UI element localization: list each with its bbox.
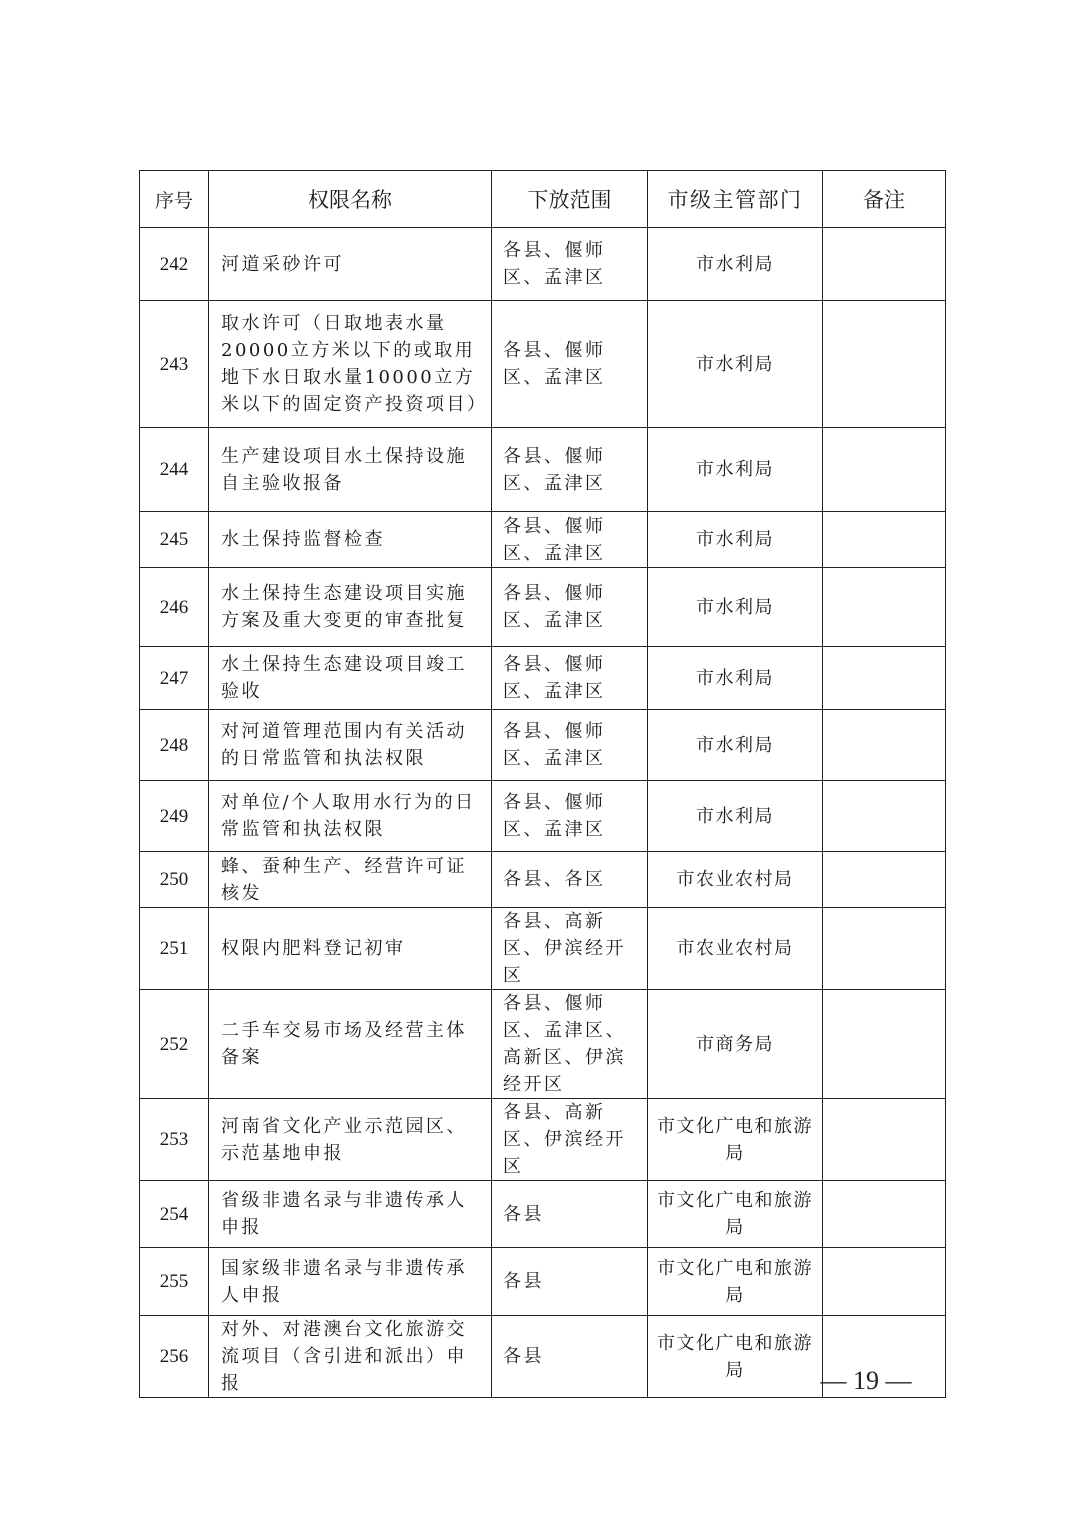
row-scope: 各县 [492,1316,648,1398]
row-name: 省级非遗名录与非遗传承人申报 [209,1181,492,1248]
table-row [140,908,946,990]
row-name: 权限内肥料登记初审 [209,908,492,990]
table-row [140,647,946,710]
row-scope: 各县、偃师区、孟津区、高新区、伊滨经开区 [492,990,648,1099]
row-note [823,228,946,301]
row-scope: 各县、高新区、伊滨经开区 [492,908,648,990]
table-row [140,1181,946,1248]
table-row [140,990,946,1099]
table-row [140,428,946,512]
row-note [823,852,946,908]
row-dept: 市商务局 [648,990,823,1099]
row-dept: 市文化广电和旅游局 [648,1181,823,1248]
row-scope: 各县、偃师区、孟津区 [492,228,648,301]
table-row [140,1099,946,1181]
row-no: 251 [140,908,209,990]
header-note: 备注 [823,171,946,228]
row-scope: 各县、偃师区、孟津区 [492,568,648,647]
row-no: 254 [140,1181,209,1248]
row-name: 水土保持监督检查 [209,512,492,568]
row-scope: 各县、高新区、伊滨经开区 [492,1099,648,1181]
row-scope: 各县、偃师区、孟津区 [492,301,648,428]
row-name: 取水许可（日取地表水量20000立方米以下的或取用地下水日取水量10000立方米以下的固定资产投资项目） [209,301,492,428]
row-scope: 各县、偃师区、孟津区 [492,647,648,710]
table-row [140,1248,946,1316]
row-name: 蜂、蚕种生产、经营许可证核发 [209,852,492,908]
row-dept: 市文化广电和旅游局 [648,1316,823,1398]
row-name: 对河道管理范围内有关活动的日常监管和执法权限 [209,710,492,781]
row-no: 246 [140,568,209,647]
row-name: 河南省文化产业示范园区、示范基地申报 [209,1099,492,1181]
row-no: 253 [140,1099,209,1181]
table-row [140,512,946,568]
row-scope: 各县、偃师区、孟津区 [492,710,648,781]
row-name: 河道采砂许可 [209,228,492,301]
row-note [823,908,946,990]
row-scope: 各县、偃师区、孟津区 [492,781,648,852]
row-scope: 各县、偃师区、孟津区 [492,512,648,568]
row-dept: 市文化广电和旅游局 [648,1099,823,1181]
row-note [823,1181,946,1248]
row-note [823,781,946,852]
row-dept: 市文化广电和旅游局 [648,1248,823,1316]
row-no: 244 [140,428,209,512]
row-dept: 市水利局 [648,647,823,710]
row-name: 生产建设项目水土保持设施自主验收报备 [209,428,492,512]
header-dept: 市级主管部门 [648,171,823,228]
row-dept: 市水利局 [648,301,823,428]
table-row [140,710,946,781]
row-note [823,512,946,568]
row-name: 对单位/个人取用水行为的日常监管和执法权限 [209,781,492,852]
row-no: 252 [140,990,209,1099]
row-note [823,1099,946,1181]
row-scope: 各县、偃师区、孟津区 [492,428,648,512]
row-dept: 市农业农村局 [648,852,823,908]
page-number: — 19 — [820,1366,912,1395]
row-no: 250 [140,852,209,908]
row-no: 249 [140,781,209,852]
table-row [140,301,946,428]
row-note [823,710,946,781]
row-dept: 市水利局 [648,228,823,301]
row-name: 二手车交易市场及经营主体备案 [209,990,492,1099]
row-scope: 各县 [492,1248,648,1316]
row-note [823,568,946,647]
table-row [140,228,946,301]
authority-table [139,170,946,1398]
table-row [140,781,946,852]
row-note [823,428,946,512]
row-scope: 各县、各区 [492,852,648,908]
row-no: 242 [140,228,209,301]
row-dept: 市农业农村局 [648,908,823,990]
row-dept: 市水利局 [648,781,823,852]
header-scope: 下放范围 [492,171,648,228]
row-note [823,1248,946,1316]
row-name: 水土保持生态建设项目实施方案及重大变更的审查批复 [209,568,492,647]
table-row [140,852,946,908]
row-no: 248 [140,710,209,781]
row-note [823,990,946,1099]
row-note [823,647,946,710]
row-dept: 市水利局 [648,568,823,647]
header-no: 序号 [140,171,209,228]
header-name: 权限名称 [209,171,492,228]
row-dept: 市水利局 [648,710,823,781]
row-no: 243 [140,301,209,428]
row-dept: 市水利局 [648,512,823,568]
row-scope: 各县 [492,1181,648,1248]
row-name: 对外、对港澳台文化旅游交流项目（含引进和派出）申报 [209,1316,492,1398]
row-note [823,301,946,428]
row-no: 255 [140,1248,209,1316]
row-name: 国家级非遗名录与非遗传承人申报 [209,1248,492,1316]
row-no: 247 [140,647,209,710]
table-header-row [140,171,946,228]
row-no: 245 [140,512,209,568]
row-dept: 市水利局 [648,428,823,512]
row-no: 256 [140,1316,209,1398]
table-row [140,568,946,647]
row-name: 水土保持生态建设项目竣工验收 [209,647,492,710]
